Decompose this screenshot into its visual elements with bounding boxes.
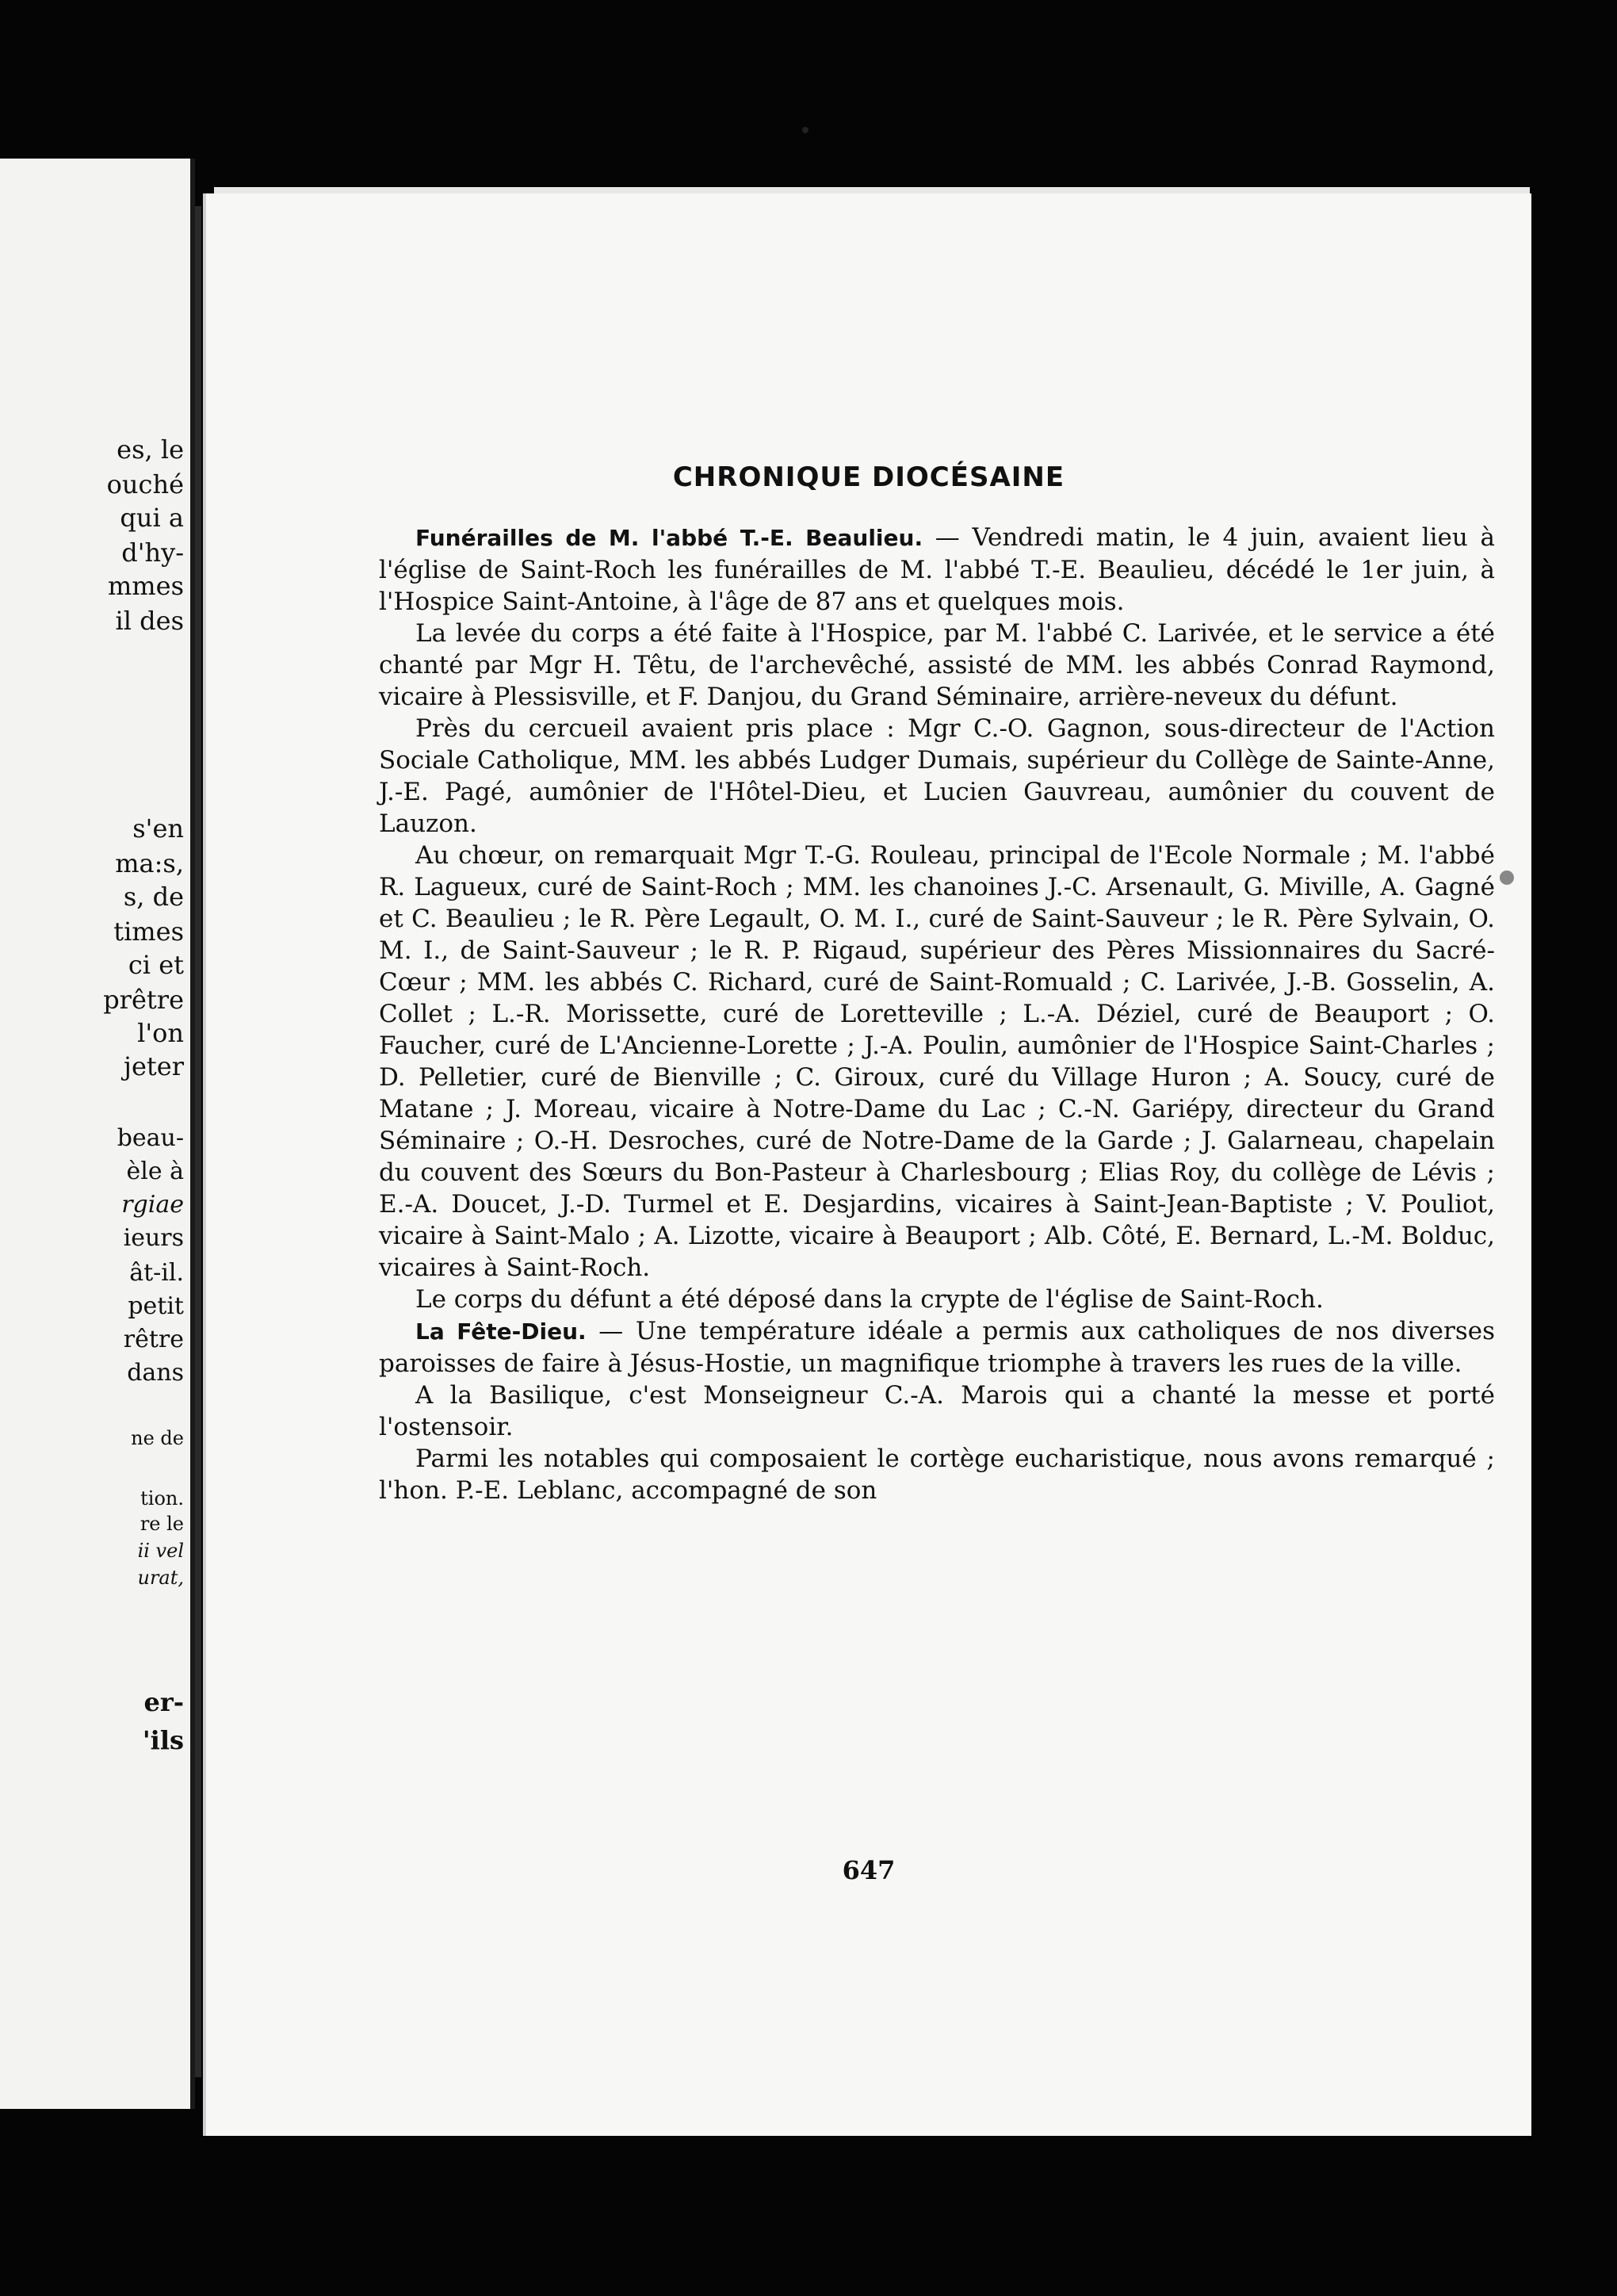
left-page-text-fragment: urat, <box>137 1567 184 1589</box>
document-page <box>206 193 1531 2136</box>
left-page-text-fragment: èle à <box>126 1158 184 1185</box>
left-page-text-fragment: petit <box>128 1292 184 1320</box>
scan-speck <box>802 127 808 133</box>
left-page-text-fragment: il des <box>115 606 184 636</box>
left-page-text-fragment: rêtre <box>123 1326 184 1353</box>
left-page-text-fragment: s, de <box>123 882 184 912</box>
left-page-text-fragment: jeter <box>124 1051 184 1081</box>
left-page-text-fragment: re le <box>140 1513 184 1535</box>
page-title: CHRONIQUE DIOCÉSAINE <box>672 461 1065 493</box>
left-page-text-fragment: ât-il. <box>129 1259 184 1287</box>
left-page-text-fragment: times <box>113 916 184 947</box>
paragraph-text: La levée du corps a été faite à l'Hospice, par M. l'abbé C. Larivée, et le service a été chanté par Mgr H. Têtu, de l'archevêché, assisté de MM. les abbés Conrad Raymond, vicaire à Plessisville, et F. Danjou, du Grand Séminaire, arrière-neveux du défunt. <box>379 619 1495 711</box>
left-page-text-fragment: d'hy- <box>121 538 184 568</box>
left-page-text-fragment: ne de <box>131 1427 184 1449</box>
paragraph-choeur <box>379 840 1495 1284</box>
paragraph-text: Au chœur, on remarquait Mgr T.-G. Rouleau, principal de l'Ecole Normale ; M. l'abbé R. Lagueux, curé de Saint-Roch ; MM. les chanoines J.-C. Arsenault, G. Miville, A. Gagné et C. Beaulieu ; le R. Père Legault, O. M. I., curé de Saint-Sauveur ; le R. Père Sylvain, O. M. I., de Saint-Sauveur ; le R. P. Rigaud, supérieur des Pères Missionnaires du Sacré-Cœur ; MM. les abbés C. Richard, curé de Saint-Romuald ; C. Larivée, J.-B. Gosselin, A. Collet ; L.-R. Morissette, curé de Loretteville ; L.-A. Déziel, curé de Beauport ; O. Faucher, curé de L'Ancienne-Lorette ; J.-A. Poulin, aumônier de l'Hospice Saint-Charles ; D. Pelletier, curé de Bienville ; C. Giroux, curé du Village Huron ; A. Soucy, curé de Matane ; J. Moreau, vicaire à Notre-Dame du Lac ; C.-N. Gariépy, directeur du Grand Séminaire ; O.-H. Desroches, curé de Notre-Dame de la Garde ; J. Galarneau, chapelain du couvent des Sœurs du Bon-Pasteur à Charlesbourg ; Elias Roy, du collège de Lévis ; E.-A. Doucet, J.-D. Turmel et E. Desjardins, vicaires à Saint-Jean-Baptiste ; V. Pouliot, vicaire à Saint-Malo ; A. Lizotte, vicaire à Beauport ; Alb. Côté, E. Bernard, L.-M. Bolduc, vicaires à Saint-Roch. <box>379 841 1495 1282</box>
scan-speck <box>1500 871 1514 885</box>
paragraph-text: — Une température idéale a permis aux catholiques de nos diverses paroisses de faire à Jésus-Hostie, un magnifique triomphe à travers les rues de la ville. <box>379 1317 1495 1378</box>
paragraph-fete-dieu <box>379 1315 1495 1380</box>
book-gutter <box>195 206 201 2077</box>
paragraph-text: Parmi les notables qui composaient le cortège eucharistique, nous avons remarqué ; l'hon. P.-E. Leblanc, accompagné de son <box>379 1445 1495 1505</box>
section-heading-fete-dieu: La Fête-Dieu. <box>415 1318 587 1345</box>
paragraph-funerailles <box>379 522 1495 618</box>
paragraph-text: A la Basilique, c'est Monseigneur C.-A. Marois qui a chanté la messe et porté l'ostensoir. <box>379 1381 1495 1441</box>
left-page-text-fragment: prêtre <box>103 985 184 1015</box>
left-page-text-fragment: ci et <box>128 950 184 980</box>
paragraph-notables <box>379 1443 1495 1506</box>
left-page-text-fragment: ouché <box>106 469 184 499</box>
left-page-text-fragment: mmes <box>107 571 184 601</box>
section-heading-funerailles: Funérailles de M. l'abbé T.-E. Beaulieu. <box>415 525 923 551</box>
left-page-text-fragment: ieurs <box>123 1224 184 1252</box>
left-page-text-fragment: rgiae <box>121 1191 184 1219</box>
left-page-text-fragment: qui a <box>120 503 184 533</box>
article-body <box>379 522 1495 1506</box>
paragraph-levee <box>379 618 1495 713</box>
previous-page-fragment <box>0 159 195 2109</box>
paragraph-text: Près du cercueil avaient pris place : Mgr C.-O. Gagnon, sous-directeur de l'Action Sociale Catholique, MM. les abbés Ludger Dumais, supérieur du Collège de Sainte-Anne, J.-E. Pagé, aumônier de l'Hôtel-Dieu, et Lucien Gauvreau, aumônier du couvent de Lauzon. <box>379 714 1495 838</box>
left-page-text-fragment: s'en <box>132 813 184 844</box>
left-page-text-fragment: beau- <box>117 1124 184 1152</box>
paragraph-text: Le corps du défunt a été déposé dans la crypte de l'église de Saint-Roch. <box>415 1285 1324 1314</box>
left-page-text-fragment: tion. <box>140 1487 184 1510</box>
left-page-text-fragment: 'ils <box>142 1725 184 1755</box>
left-page-text-fragment: l'on <box>137 1018 184 1048</box>
paragraph-basilique <box>379 1380 1495 1443</box>
left-page-text-fragment: ma:s, <box>115 848 184 878</box>
paragraph-crypte <box>379 1284 1495 1315</box>
page-number: 647 <box>842 1855 896 1885</box>
paragraph-text: — Vendredi matin, le 4 juin, avaient lieu à l'église de Saint-Roch les funérailles de M. l'abbé T.-E. Beaulieu, décédé le 1er juin, à l'Hospice Saint-Antoine, à l'âge de 87 ans et quelques mois. <box>379 523 1495 616</box>
left-page-text-fragment: er- <box>143 1687 184 1717</box>
paragraph-cercueil <box>379 713 1495 840</box>
left-page-text-fragment: dans <box>127 1359 184 1387</box>
left-page-text-fragment: ii vel <box>137 1540 184 1562</box>
left-page-text-fragment: es, le <box>117 434 184 465</box>
